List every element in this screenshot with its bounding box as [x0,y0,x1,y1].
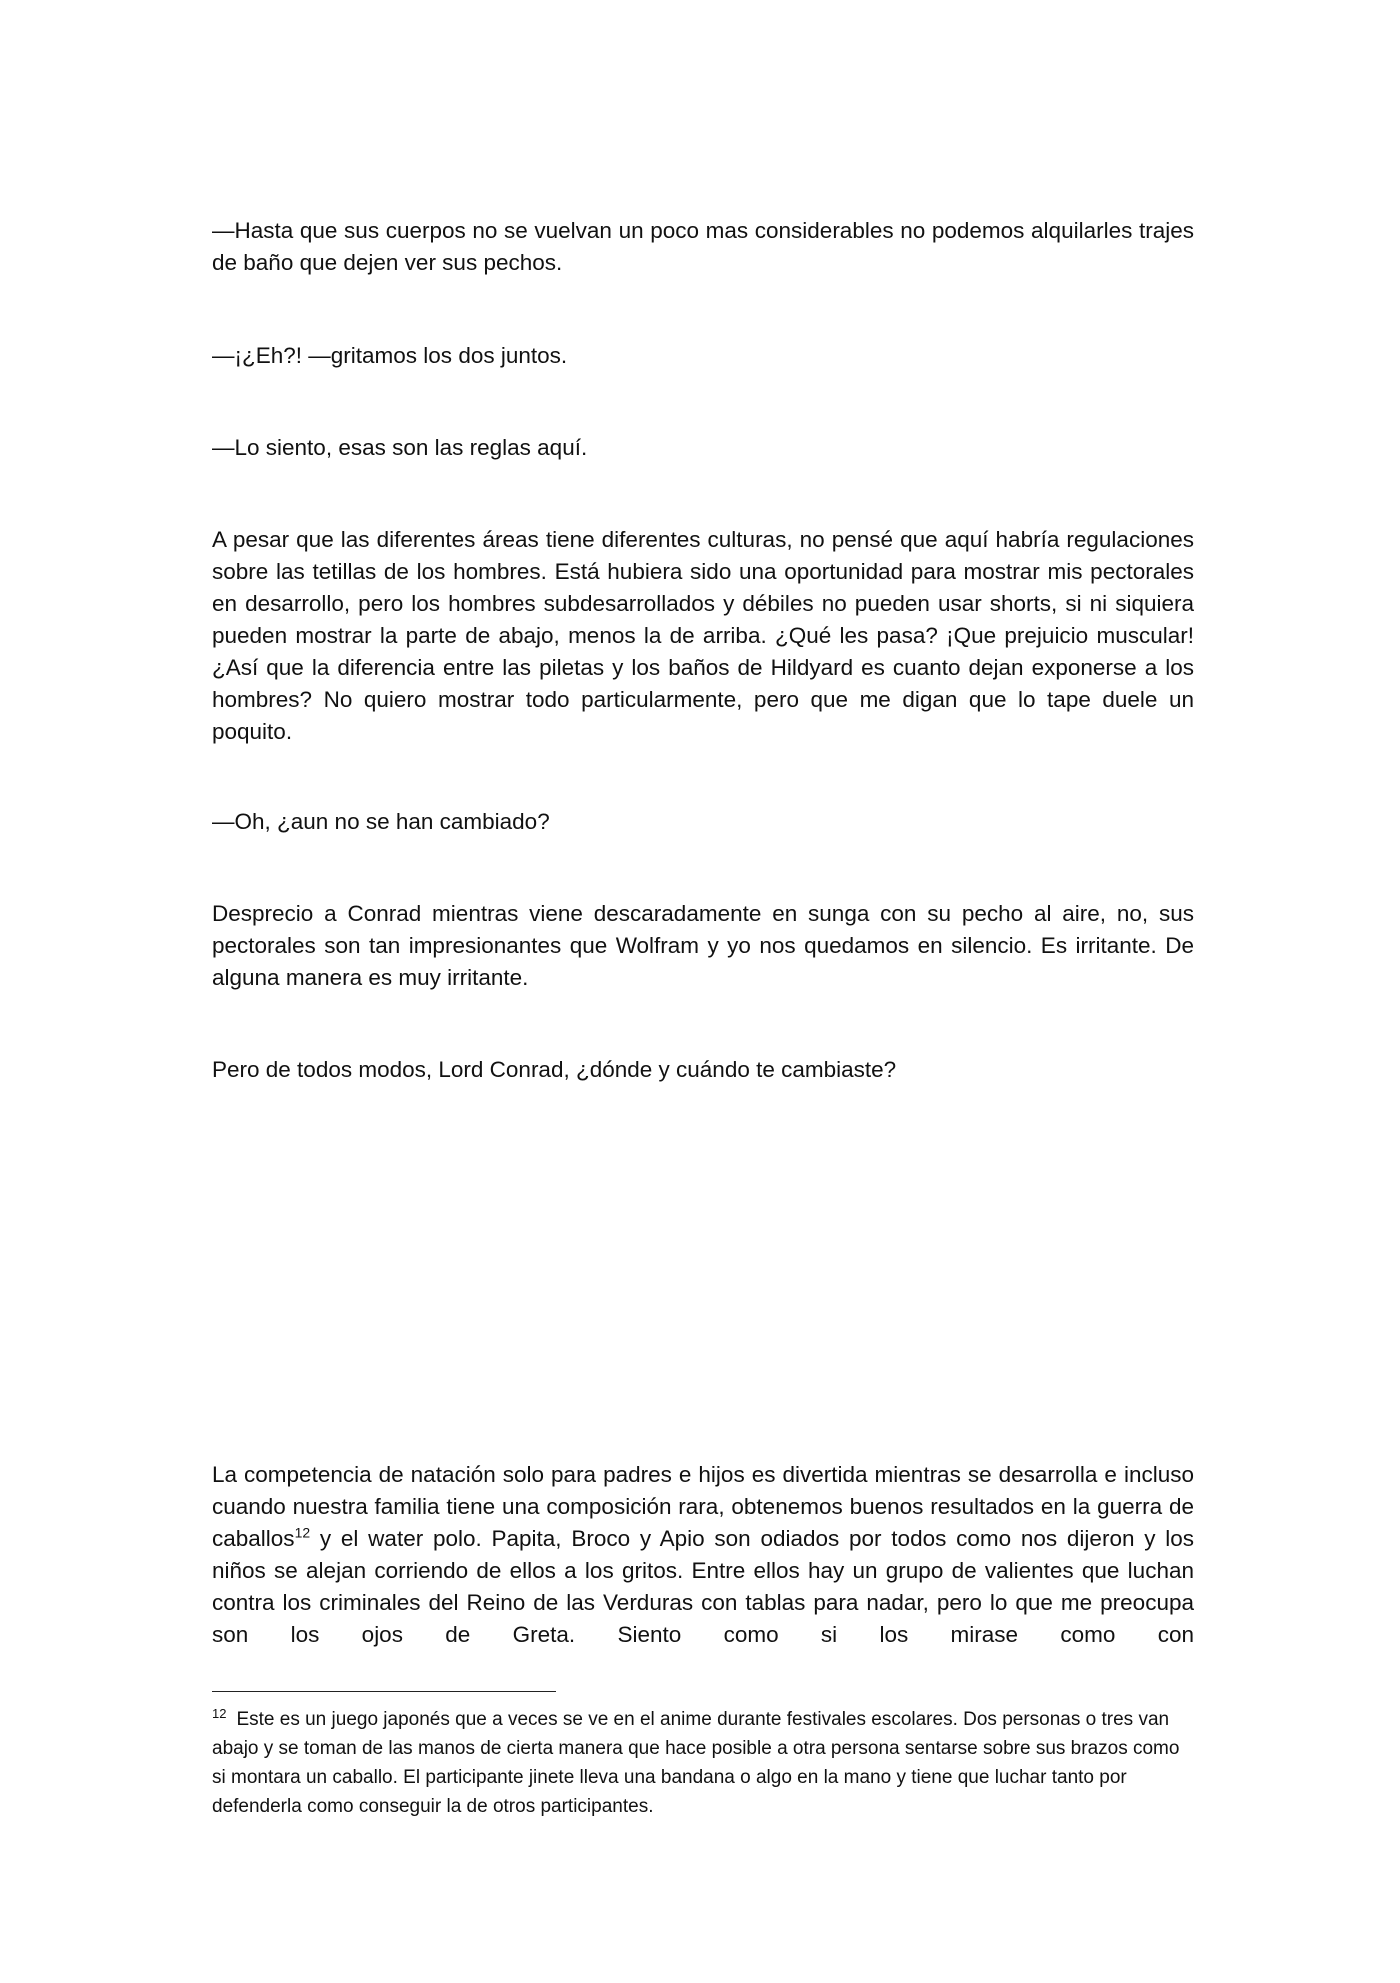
paragraph-narration-conrad: Desprecio a Conrad mientras viene descaradamente en sunga con su pecho al aire, no, sus pectorales son tan impresionantes que Wolfram y yo nos quedamos en silencio. Es irritante. De alguna manera es muy irritante. [212,901,1194,990]
footnote-separator [212,1691,556,1692]
footnote-text: Este es un juego japonés que a veces se ve en el anime durante festivales escolares. Dos personas o tres van abajo y se toman de las manos de cierta manera que hace posible a otra persona sentarse sobre sus brazos como si montara un caballo. El participante jinete lleva una bandana o algo en la mano y tiene que luchar tanto por defenderla como conseguir la de otros participantes. [212,1709,1180,1817]
paragraph-dialogue-eh: —¡¿Eh?! —gritamos los dos juntos. [212,343,568,368]
paragraph-dialogue-rules: —Lo siento, esas son las reglas aquí. [212,435,588,460]
paragraph-dialogue-swimsuit-rule: —Hasta que sus cuerpos no se vuelvan un poco mas considerables no podemos alquilarles trajes de baño que dejen ver sus pechos. [212,218,1194,275]
paragraph-dialogue-not-changed: —Oh, ¿aun no se han cambiado? [212,809,550,834]
paragraph-narration-competition [212,1459,1194,1651]
paragraph-narration-question: Pero de todos modos, Lord Conrad, ¿dónde y cuándo te cambiaste? [212,1057,897,1082]
paragraph-text-before-ref: La competencia de natación solo para padres e hijos es divertida mientras se desarrolla e incluso cuando nuestra familia tiene una composición rara, obtenemos buenos resultados en la guerra de caballos [212,1462,1194,1551]
footnote-number: 12 [212,1705,227,1721]
footnote [212,1705,1187,1821]
footnote-reference: 12 [294,1524,311,1541]
paragraph-narration-regulations: A pesar que las diferentes áreas tiene diferentes culturas, no pensé que aquí habría regulaciones sobre las tetillas de los hombres. Está hubiera sido una oportunidad para mostrar mis pectorales en desarrollo, pero los hombres subdesarrollados y débiles no pueden usar shorts, si ni siquiera pueden mostrar la parte de abajo, menos la de arriba. ¿Qué les pasa? ¡Que prejuicio muscular! ¿Así que la diferencia entre las piletas y los baños de Hildyard es cuanto dejan exponerse a los hombres? No quiero mostrar todo particularmente, pero que me digan que lo tape duele un poquito. [212,527,1194,744]
paragraph-text-after-ref: y el water polo. Papita, Broco y Apio son odiados por todos como nos dijeron y los niños se alejan corriendo de ellos a los gritos. Entre ellos hay un grupo de valientes que luchan contra los criminales del Reino de las Verduras con tablas para nadar, pero lo que me preocupa son los ojos de Greta. Siento como si los mirase como con [212,1526,1194,1647]
